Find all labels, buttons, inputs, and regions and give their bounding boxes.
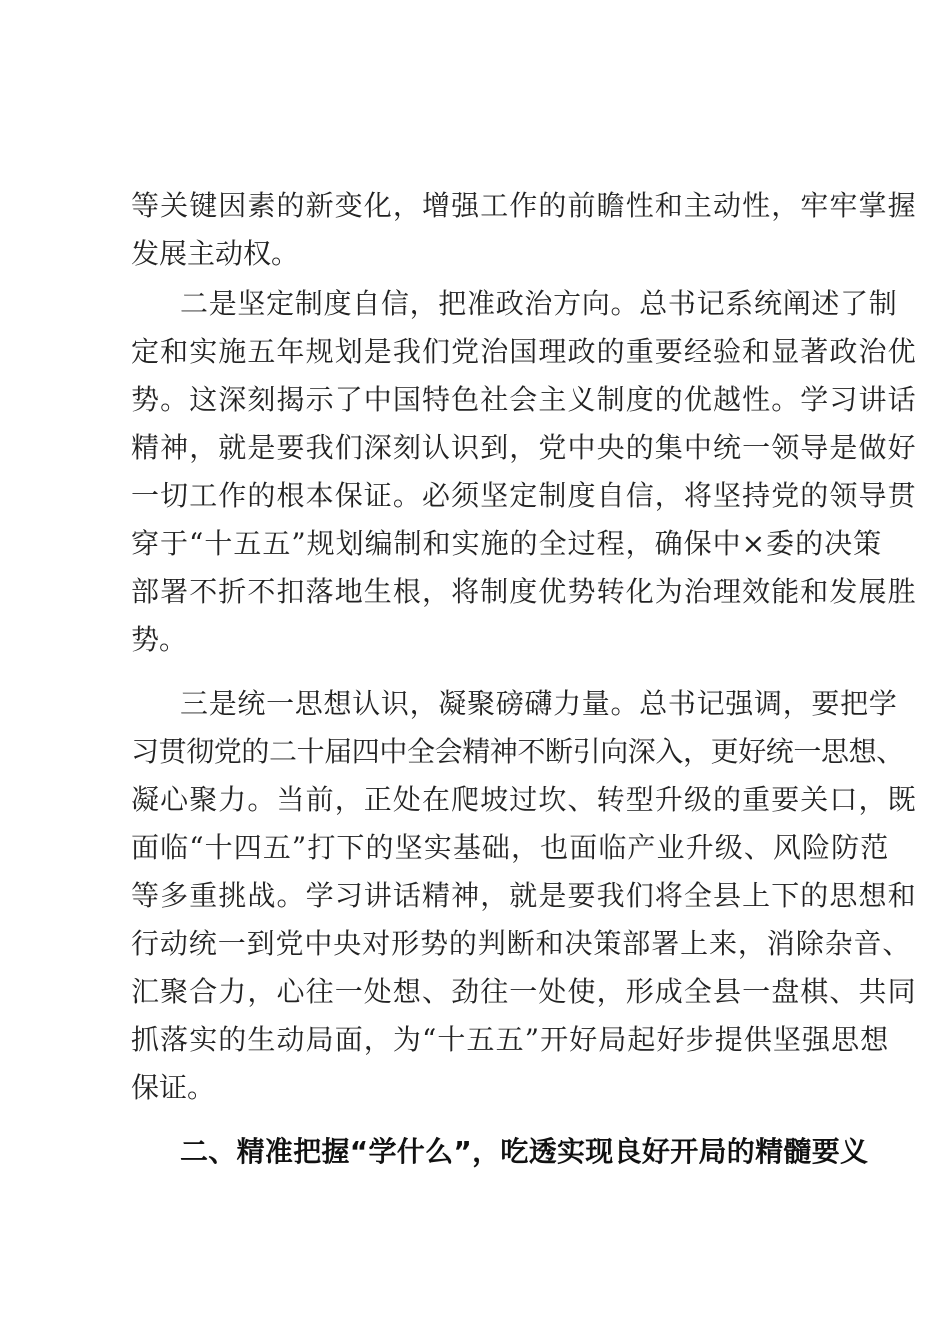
- paragraph-line: 部署不折不扣落地生根，将制度优势转化为治理效能和发展胜: [131, 575, 917, 608]
- paragraph-line: 保证。: [131, 1071, 216, 1104]
- paragraph-line: 行动统一到党中央对形势的判断和决策部署上来，消除杂音、: [131, 927, 912, 960]
- paragraph-line: 三是统一思想认识，凝聚磅礴力量。总书记强调，要把学: [180, 687, 898, 720]
- paragraph-line: 势。: [131, 623, 188, 656]
- paragraph-line: 势。这深刻揭示了中国特色社会主义制度的优越性。学习讲话: [131, 383, 917, 416]
- paragraph-line: 精神，就是要我们深刻认识到，党中央的集中统一领导是做好: [131, 431, 917, 464]
- paragraph-line: 一切工作的根本保证。必须坚定制度自信，将坚持党的领导贯: [131, 479, 917, 512]
- paragraph-line: 定和实施五年规划是我们党治国理政的重要经验和显著政治优: [131, 335, 917, 368]
- paragraph-line: 习贯彻党的二十届四中全会精神不断引向深入，更好统一思想、: [131, 735, 904, 768]
- paragraph-line: 穿于“十五五”规划编制和实施的全过程，确保中×委的决策: [131, 527, 883, 560]
- paragraph-line: 凝心聚力。当前，正处在爬坡过坎、转型升级的重要关口，既: [131, 783, 917, 816]
- paragraph-line: 二是坚定制度自信，把准政治方向。总书记系统阐述了制: [180, 287, 898, 320]
- section-heading: 二、精准把握“学什么”，吃透实现良好开局的精髓要义: [180, 1135, 869, 1168]
- paragraph-line: 等关键因素的新变化，增强工作的前瞻性和主动性，牢牢掌握: [131, 189, 917, 222]
- paragraph-line: 汇聚合力，心往一处想、劲往一处使，形成全县一盘棋、共同: [131, 975, 917, 1008]
- paragraph-line: 发展主动权。: [131, 237, 300, 270]
- paragraph-line: 抓落实的生动局面，为“十五五”开好局起好步提供坚强思想: [131, 1023, 890, 1056]
- paragraph-line: 等多重挑战。学习讲话精神，就是要我们将全县上下的思想和: [131, 879, 917, 912]
- paragraph-line: 面临“十四五”打下的坚实基础，也面临产业升级、风险防范: [131, 831, 890, 864]
